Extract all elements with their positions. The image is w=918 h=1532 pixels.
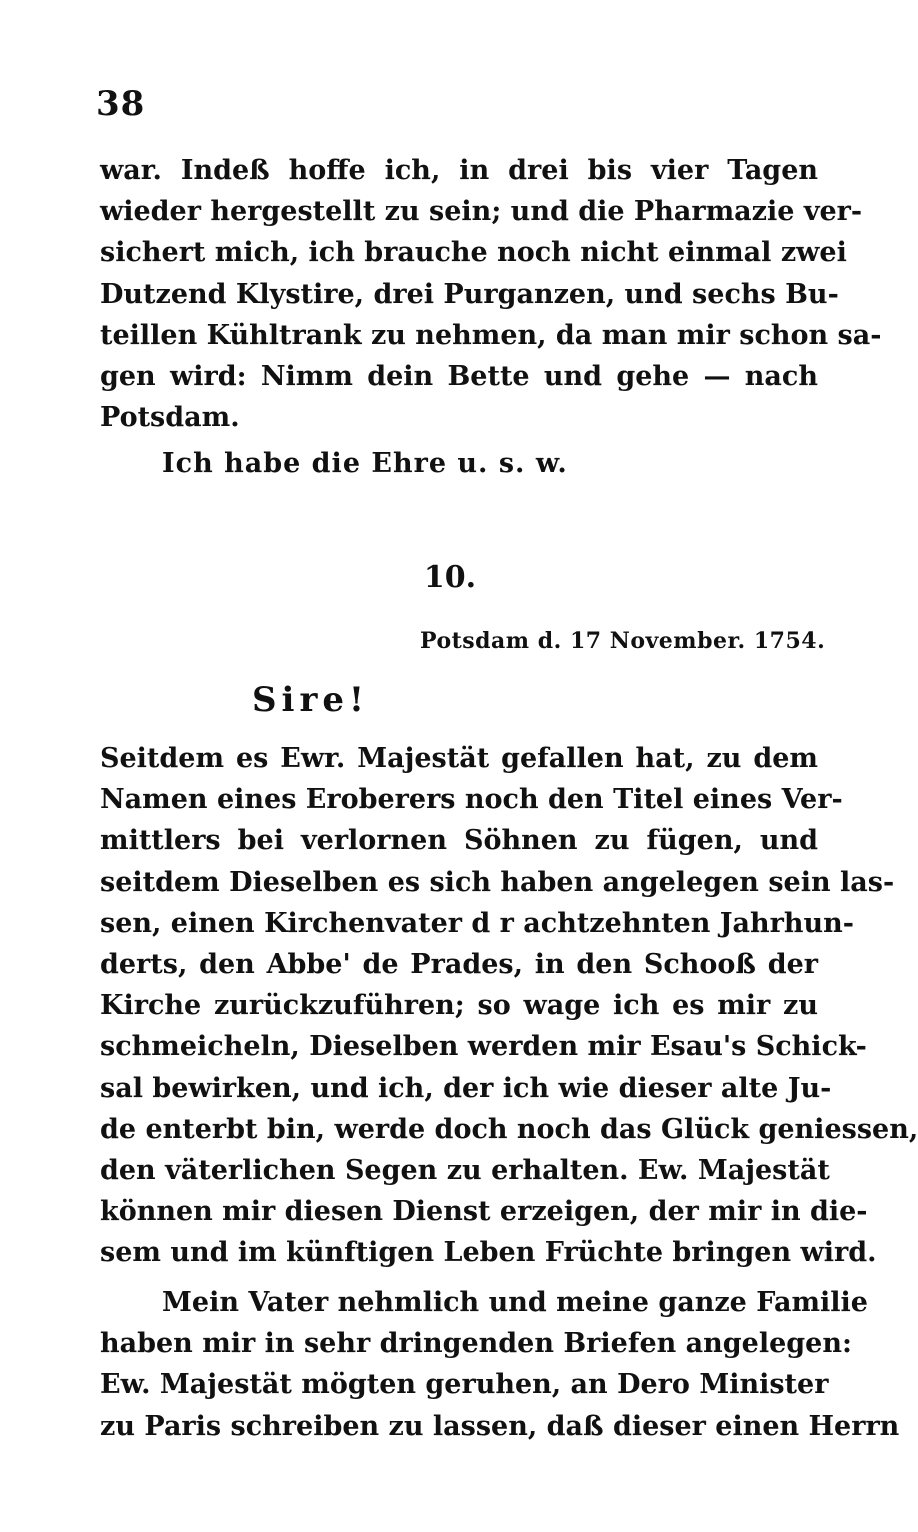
text-line: sen, einen Kirchenvater d r achtzehnten Jahrhun- bbox=[100, 907, 854, 939]
paragraph-3 bbox=[100, 1282, 900, 1447]
page-number: 38 bbox=[96, 84, 146, 124]
text-line: Kirche zurückzuführen; so wage ich es mir zu bbox=[100, 990, 818, 1022]
text-line: können mir diesen Dienst erzeigen, der mir in die- bbox=[100, 1196, 868, 1228]
text-line: teillen Kühltrank zu nehmen, da man mir schon sa- bbox=[100, 319, 882, 351]
text-line: Namen eines Eroberers noch den Titel eines Ver- bbox=[100, 784, 843, 816]
text-line: Seitdem es Ewr. Majestät gefallen hat, zu dem bbox=[100, 743, 818, 774]
text-line: mittlers bei verlornen Söhnen zu fügen, und bbox=[100, 825, 818, 857]
paragraph-2 bbox=[100, 738, 918, 1273]
text-line: war. Indeß hoffe ich, in drei bis vier Tagen bbox=[100, 155, 818, 186]
text-line: gen wird: Nimm dein Bette und gehe — nach bbox=[100, 360, 818, 392]
dateline: Potsdam d. 17 November. 1754. bbox=[420, 628, 826, 654]
text-line: schmeicheln, Dieselben werden mir Esau's Schick- bbox=[100, 1031, 867, 1063]
text-line: derts, den Abbe' de Prades, in den Schooß der bbox=[100, 948, 818, 980]
text-line: den väterlichen Segen zu erhalten. Ew. Majestät bbox=[100, 1154, 830, 1186]
text-line: sichert mich, ich brauche noch nicht einmal zwei bbox=[100, 237, 847, 269]
text-line: haben mir in sehr dringenden Briefen angelegen: bbox=[100, 1328, 852, 1360]
text-line: de enterbt bin, werde doch noch das Glück geniessen, bbox=[100, 1113, 918, 1145]
text-line: zu Paris schreiben zu lassen, daß dieser einen Herrn bbox=[100, 1410, 900, 1442]
text-line: Mein Vater nehmlich und meine ganze Familie bbox=[162, 1287, 868, 1318]
text-line: wieder hergestellt zu sein; und die Pharmazie ver- bbox=[100, 196, 863, 228]
text-line: seitdem Dieselben es sich haben angelegen sein las- bbox=[100, 866, 895, 898]
salutation: Sire! bbox=[252, 680, 369, 720]
text-line: Ew. Majestät mögten geruhen, an Dero Minister bbox=[100, 1369, 829, 1401]
text-line: sem und im künftigen Leben Früchte bringen wird. bbox=[100, 1237, 877, 1269]
text-line: Dutzend Klystire, drei Purganzen, und sechs Bu- bbox=[100, 278, 839, 310]
paragraph-1 bbox=[100, 150, 882, 438]
text-line: Potsdam. bbox=[100, 402, 240, 434]
closing-formula: Ich habe die Ehre u. s. w. bbox=[162, 448, 568, 479]
letter-number: 10. bbox=[423, 560, 477, 595]
text-line: sal bewirken, und ich, der ich wie dieser alte Ju- bbox=[100, 1072, 832, 1104]
